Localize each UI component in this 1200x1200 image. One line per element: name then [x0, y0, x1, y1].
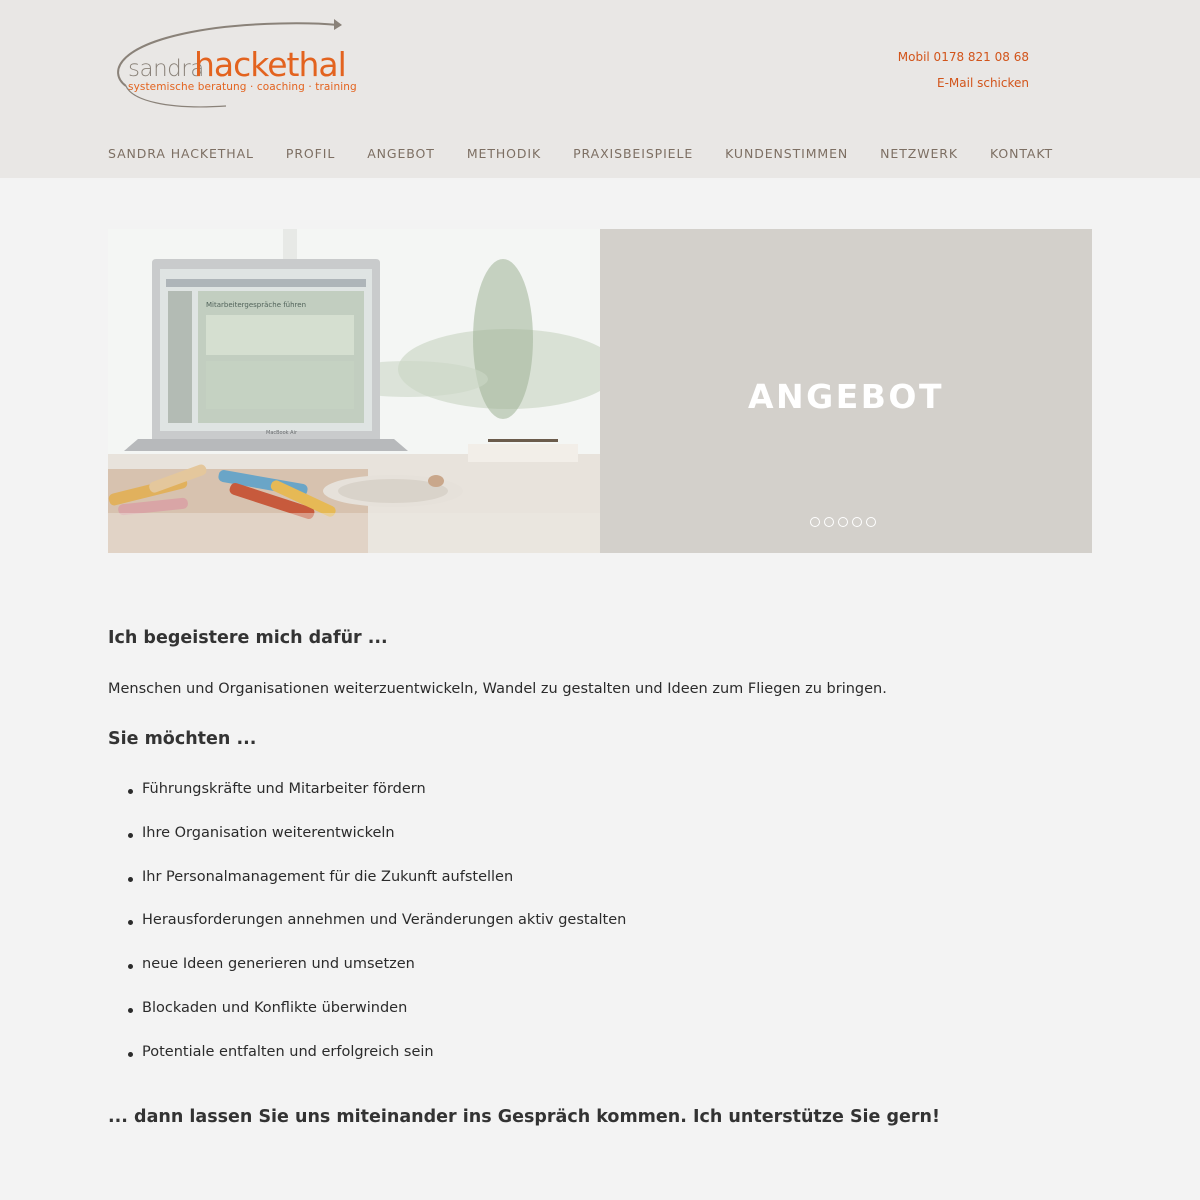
- laptop-desk-illustration: [108, 229, 600, 553]
- logo-text-sandra: sandra: [128, 56, 204, 82]
- email-link[interactable]: E-Mail schicken: [937, 76, 1029, 90]
- nav-item-angebot[interactable]: ANGEBOT: [367, 146, 435, 161]
- site-header: [0, 0, 1200, 178]
- hero-image-laptop: [108, 229, 600, 553]
- list-item: neue Ideen generieren und umsetzen: [142, 956, 415, 972]
- nav-item-kundenstimmen[interactable]: KUNDENSTIMMEN: [725, 146, 849, 161]
- logo-tagline: systemische beratung · coaching · training: [128, 81, 357, 93]
- hero-text-panel: [600, 229, 1092, 553]
- list-item: Herausforderungen annehmen und Veränderungen aktiv gestalten: [142, 912, 627, 928]
- nav-item-profil[interactable]: PROFIL: [285, 146, 336, 161]
- laptop-screen-header: Mitarbeitergespräche führen: [206, 301, 307, 309]
- slider-dot-2[interactable]: [824, 517, 834, 527]
- slider-pagination: [810, 517, 876, 527]
- list-item: Blockaden und Konflikte überwinden: [142, 1000, 408, 1016]
- nav-item-kontakt[interactable]: KONTAKT: [989, 146, 1054, 161]
- hero-title: ANGEBOT: [747, 377, 944, 416]
- brand-logo[interactable]: [106, 18, 357, 110]
- contact-box: [898, 44, 1029, 96]
- nav-item-methodik[interactable]: METHODIK: [466, 146, 542, 161]
- main-nav: [108, 146, 1085, 161]
- slider-dot-3[interactable]: [838, 517, 848, 527]
- laptop-brand-label: MacBook Air: [266, 430, 298, 436]
- hero-slider: [108, 229, 1092, 553]
- nav-item-netzwerk[interactable]: NETZWERK: [880, 146, 958, 161]
- heading-sie-moechten: Sie möchten ...: [108, 729, 257, 749]
- list-item: Ihr Personalmanagement für die Zukunft aufstellen: [142, 869, 514, 885]
- list-item: Potentiale entfalten und erfolgreich sein: [142, 1044, 434, 1060]
- slider-dot-4[interactable]: [852, 517, 862, 527]
- nav-item-praxisbeispiele[interactable]: PRAXISBEISPIELE: [573, 146, 694, 161]
- nav-item-sandra-hackethal[interactable]: SANDRA HACKETHAL: [108, 146, 254, 161]
- intro-paragraph: Menschen und Organisationen weiterzuentwickeln, Wandel zu gestalten und Ideen zum Fliegen zu bringen.: [108, 681, 887, 697]
- slider-dot-5[interactable]: [866, 517, 876, 527]
- slider-dot-1[interactable]: [810, 517, 820, 527]
- closing-statement: ... dann lassen Sie uns miteinander ins Gespräch kommen. Ich unterstütze Sie gern!: [108, 1107, 940, 1127]
- logo-text-hackethal: hackethal: [194, 45, 346, 84]
- heading-begeistere: Ich begeistere mich dafür ...: [108, 628, 388, 648]
- list-item: Ihre Organisation weiterentwickeln: [142, 825, 395, 841]
- list-item: Führungskräfte und Mitarbeiter fördern: [142, 781, 426, 797]
- phone-link[interactable]: Mobil 0178 821 08 68: [897, 50, 1029, 64]
